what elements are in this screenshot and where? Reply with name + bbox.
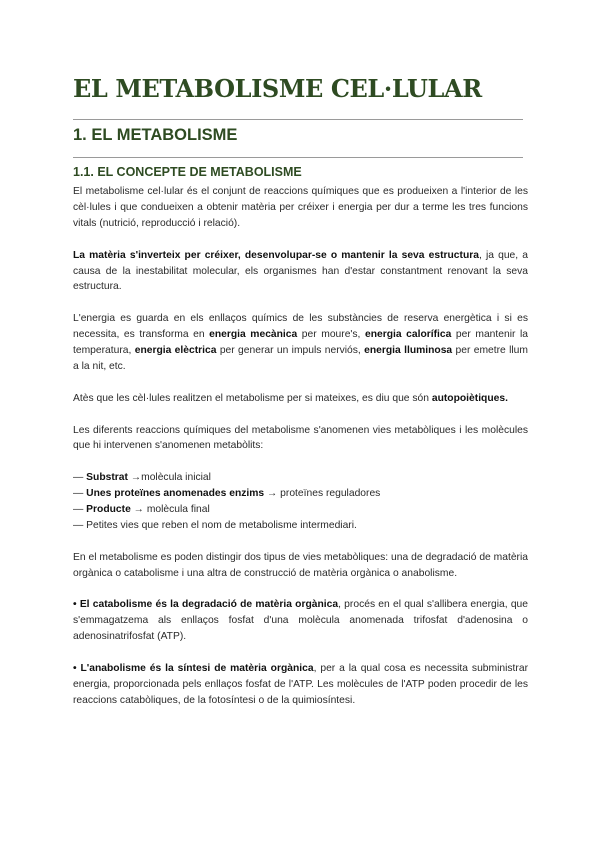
paragraph-anabolism <box>73 661 528 709</box>
paragraph-definition: El metabolisme cel·lular és el conjunt de reaccions químiques que es produeixen a l'interior de les cèl·lules i que condueixen a obtenir matèria per créixer i energia per dur a terme les tres funcions vitals (nutrició, reproducció i relació). <box>73 186 528 229</box>
list-item-intermediate: Petites vies que reben el nom de metabolisme intermediari. <box>86 519 357 531</box>
list-item-enzymes-desc: → proteïnes reguladores <box>264 488 381 500</box>
paragraph-two-types: En el metabolisme es poden distingir dos tipus de vies metabòliques: una de degradació de matèria orgànica o catabolisme i una altra de construcció de matèria orgànica o anabolisme. <box>73 551 528 579</box>
energy-text-1: L'energia es guarda en els enllaços químics de les substàncies de reserva energètica i si es necessita, es transforma en <box>73 313 528 341</box>
list-item-enzymes: Unes proteïnes anomenades enzims <box>86 488 265 500</box>
paragraph-pathways: Les diferents reaccions químiques del metabolisme s'anomenen vies metabòliques i les molècules que hi intervenen s'anomenen metabòlits: <box>73 424 528 452</box>
paragraph-autopoietic <box>73 391 528 407</box>
list-dash: — <box>73 519 84 531</box>
list-item-substrate: Substrat <box>86 472 128 484</box>
energy-text-5: per emetre llum a la nit, etc. <box>73 345 528 372</box>
energy-heat: energia calorífica <box>364 329 452 341</box>
energy-text-2: per moure's, <box>297 329 365 341</box>
autopoietic-bold: autopoiètiques. <box>431 392 508 404</box>
document-body <box>73 184 528 709</box>
list-item <box>73 470 528 486</box>
autopoietic-text: Atès que les cèl·lules realitzen el metabolisme per si mateixes, es diu que són <box>73 392 432 404</box>
catabolism-bold: • El catabolisme és la degradació de matèria orgànica <box>73 599 339 611</box>
energy-electric: energia elèctrica <box>134 345 217 357</box>
paragraph-catabolism <box>73 597 528 645</box>
title-divider <box>73 119 523 120</box>
section-divider <box>73 157 523 158</box>
list-dash: — <box>73 472 84 484</box>
metabolite-list <box>73 470 528 534</box>
energy-mechanical: energia mecànica <box>209 329 298 341</box>
paragraph-energy <box>73 311 528 375</box>
paragraph-matter <box>73 248 528 296</box>
list-item-substrate-desc: →molècula inicial <box>127 472 211 484</box>
catabolism-text: , procés en el qual s'allibera energia, que s'emmagatzema als enllaços fosfat d'una molècula anomenada trifosfat d'adenosina o adenosinatrifosfat (ATP). <box>73 599 529 643</box>
energy-text-4: per generar un impuls nerviós, <box>216 345 365 357</box>
matter-bold-text: La matèria s'inverteix per créixer, desenvolupar-se o mantenir la seva estructura <box>73 249 479 261</box>
section-heading: 1. EL METABOLISME <box>73 126 238 144</box>
list-dash: — <box>73 504 84 516</box>
energy-text-3: per mantenir la temperatura, <box>73 329 528 357</box>
anabolism-bold: • L'anabolisme és la síntesi de matèria orgànica <box>73 663 314 675</box>
document-title: EL METABOLISME CEL·LULAR <box>73 74 482 103</box>
matter-text: , ja que, a causa de la inestabilitat molecular, els organismes han d'estar constantment renovant la seva estructura. <box>73 249 528 293</box>
list-item-product-desc: → molècula final <box>130 504 210 516</box>
list-item <box>73 502 528 518</box>
list-item <box>73 518 528 534</box>
subsection-heading: 1.1. EL CONCEPTE DE METABOLISME <box>73 165 302 179</box>
list-item <box>73 486 528 502</box>
list-dash: — <box>73 488 84 500</box>
list-item-product: Producte <box>86 504 131 516</box>
energy-light: energia lluminosa <box>364 345 453 357</box>
anabolism-text: , per a la qual cosa es necessita subministrar energia, proporcionada pels enllaços fosfat de l'ATP. Les molècules de l'ATP poden procedir de les reaccions catabòliques, de la fotosíntesi o de la quimiosíntesi. <box>73 663 528 706</box>
